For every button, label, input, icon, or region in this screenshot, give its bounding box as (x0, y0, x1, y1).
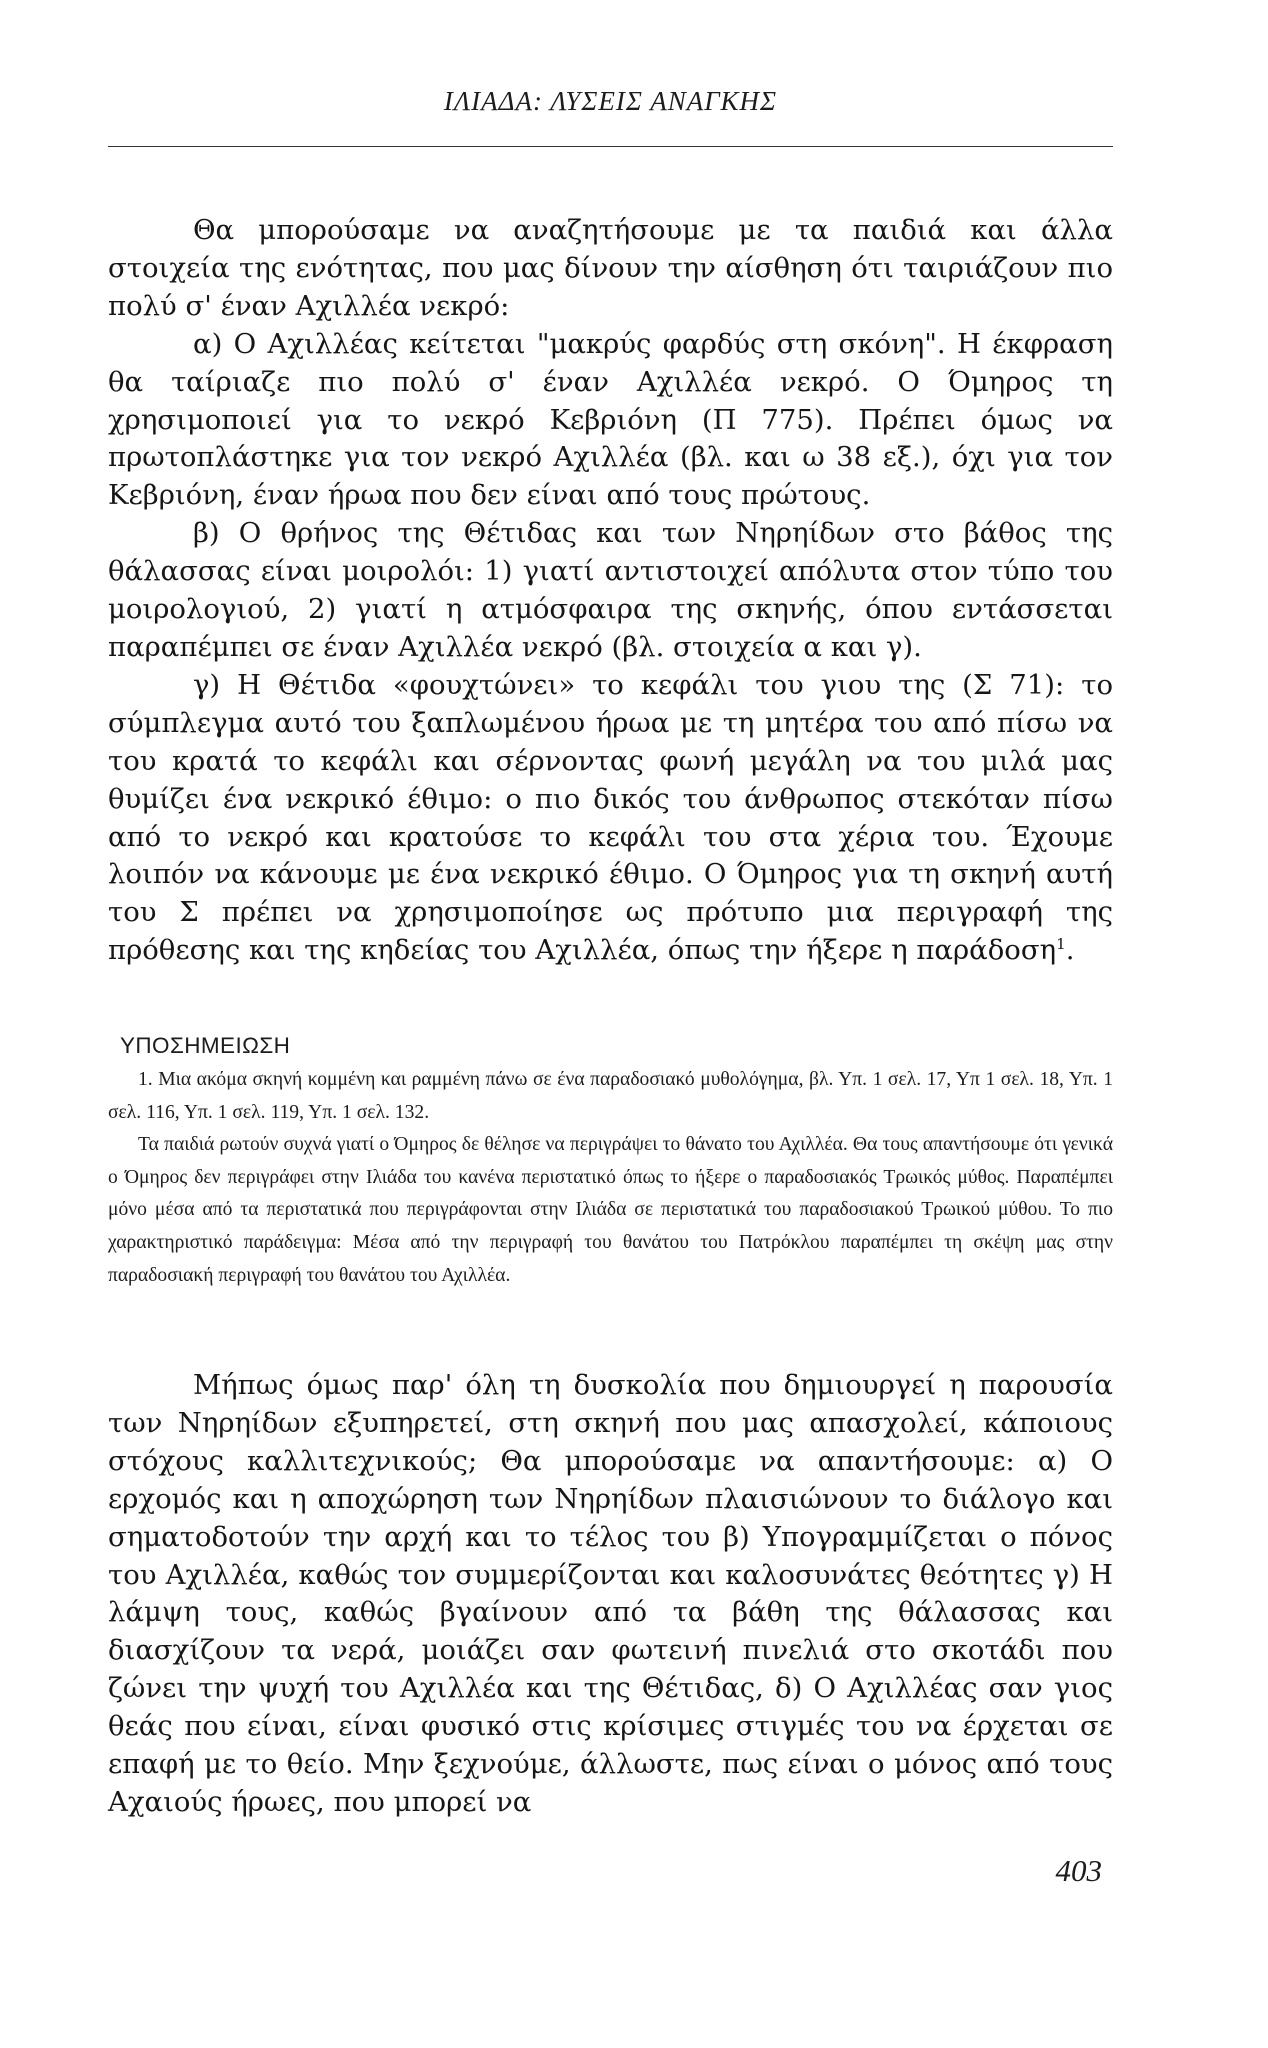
paragraph-point-b: β) Ο θρήνος της Θέτιδας και των Νηρηίδων στο βάθος της θάλασσας είναι μοιρολόι: 1) γιατί αντιστοιχεί απόλυτα στον τύπο του μοιρολογιού, 2) γιατί η ατμόσφαιρα της σκηνής, όπου εντάσσεται παραπέμπει σε έναν Αχιλλέα νεκρό (βλ. στοιχεία α και γ). (108, 517, 1113, 663)
paragraph-point-c-text: γ) Η Θέτιδα «φουχτώνει» το κεφάλι του γιου της (Σ 71): το σύμπλεγμα αυτό του ξαπλωμένου ήρωα με τη μητέρα του από πίσω να του κρατά το κεφάλι και σέρνοντας φωνή μεγάλη να του μιλά μας θυμίζει ένα νεκρικό έθιμο: ο πιο δικός του άνθρωπος στεκόταν πίσω από το νεκρό και κρατούσε το κεφάλι του στα χέρια του. Έχουμε λοιπόν να κάνουμε με ένα νεκρικό έθιμο. Ο Όμηρος για τη σκηνή αυτή του Σ πρέπει να χρησιμοποίησε ως πρότυπο μια περιγραφή της πρόθεσης και της κηδείας του Αχιλλέα, όπως την ήξερε η παράδοση (108, 668, 1113, 967)
running-head: ΙΛΙΑΔΑ: ΛΥΣΕΙΣ ΑΝΑΓΚΗΣ (443, 86, 778, 116)
footnote-1: 1. Μια ακόμα σκηνή κομμένη και ραμμένη πάνω σε ένα παραδοσιακό μυθολόγημα, βλ. Υπ. 1 σελ. 17, Υπ 1 σελ. 18, Υπ. 1 σελ. 116, Υπ. 1 σελ. 119, Υπ. 1 σελ. 132. (108, 1069, 1113, 1123)
footnote-2: Τα παιδιά ρωτούν συχνά γιατί ο Όμηρος δε θέλησε να περιγράψει το θάνατο του Αχιλλέα. Θα τους απαντήσουμε ότι γενικά ο Όμηρος δεν περιγράφει στην Ιλιάδα του κανένα περιστατικό όπως το ήξερε ο παραδοσιακός Τρωικός μύθος. Παραπέμπει μόνο μέσα από τα περιστατικά που περιγράφονται στην Ιλιάδα σε περιστατικά του παραδοσιακού Τρωικού μύθου. Το πιο χαρακτηριστικό παράδειγμα: Μέσα από την περιγραφή του θανάτου του Πατρόκλου παραπέμπει τη σκέψη μας στην παραδοσιακή περιγραφή του θανάτου του Αχιλλέα. (108, 1134, 1113, 1286)
header-rule (108, 146, 1113, 147)
footnotes (108, 1064, 1113, 1292)
paragraph-point-c-end: . (1065, 934, 1075, 967)
closing-text (108, 1367, 1113, 1822)
paragraph-intro: Θα μπορούσαμε να αναζητήσουμε με τα παιδιά και άλλα στοιχεία της ενότητας, που μας δίνουν την αίσθηση ότι ταιριάζουν πιο πολύ σ' έναν Αχιλλέα νεκρό: (108, 214, 1113, 322)
paragraph-nereids: Μήπως όμως παρ' όλη τη δυσκολία που δημιουργεί η παρουσία των Νηρηίδων εξυπηρετεί, στη σκηνή που μας απασχολεί, κάποιους στόχους καλλιτεχνικούς; Θα μπορούσαμε να απαντήσουμε: α) Ο ερχομός και η αποχώρηση των Νηρηίδων πλαισιώνουν το διάλογο και σηματοδοτούν την αρχή και το τέλος του β) Υπογραμμίζεται ο πόνος του Αχιλλέα, καθώς τον συμμερίζονται και καλοσυνάτες θεότητες γ) Η λάμψη τους, καθώς βγαίνουν από τα βάθη της θάλασσας και διασχίζουν τα νερά, μοιάζει σαν φωτεινή πινελιά στο σκοτάδι που ζώνει την ψυχή του Αχιλλέα και της Θέτιδας, δ) Ο Αχιλλέας σαν γιος θεάς που είναι, είναι φυσικό στις κρίσιμες στιγμές του να έρχεται σε επαφή με το θείο. Μην ξεχνούμε, άλλωστε, πως είναι ο μόνος από τους Αχαιούς ήρωες, που μπορεί να (108, 1369, 1113, 1818)
footnote-marker: 1 (1056, 935, 1066, 954)
footnote-heading: ΥΠΟΣΗΜΕΙΩΣΗ (120, 1033, 291, 1058)
main-text (108, 212, 1113, 970)
page-number: 403 (1055, 1853, 1102, 1888)
paragraph-point-a: α) Ο Αχιλλέας κείτεται "μακρύς φαρδύς στη σκόνη". Η έκφραση θα ταίριαζε πιο πολύ σ' έναν Αχιλλέα νεκρό. Ο Όμηρος τη χρησιμοποιεί για το νεκρό Κεβριόνη (Π 775). Πρέπει όμως να πρωτοπλάστηκε για τον νεκρό Αχιλλέα (βλ. και ω 38 εξ.), όχι για τον Κεβριόνη, έναν ήρωα που δεν είναι από τους πρώτους. (108, 327, 1113, 512)
paragraph-point-c (108, 667, 1113, 970)
